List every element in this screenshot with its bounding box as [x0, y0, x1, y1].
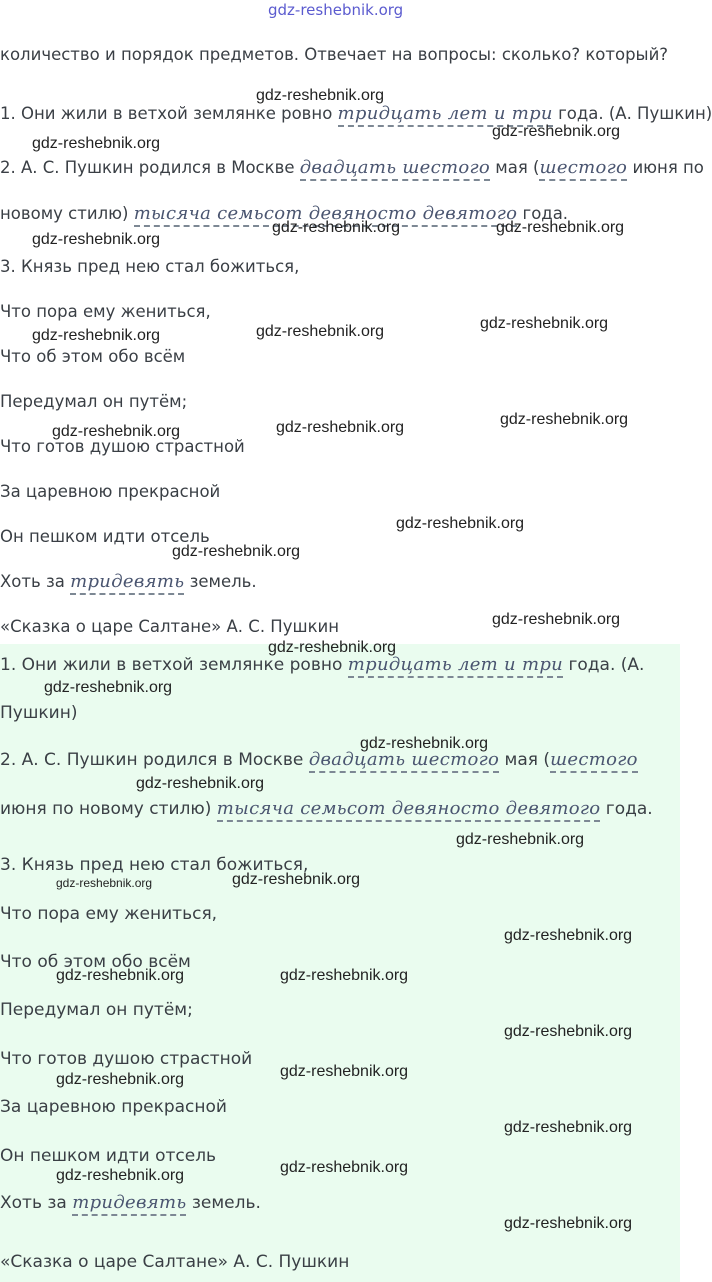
answer-poem-line: Он пешком идти отсель — [0, 1146, 217, 1166]
watermark: gdz-reshebnik.org — [56, 876, 153, 890]
text: года. — [517, 204, 569, 223]
text: земель. — [186, 1193, 261, 1213]
text: земель. — [184, 572, 257, 591]
answer-poem-source: «Сказка о царе Салтане» А. С. Пушкин — [0, 1252, 350, 1272]
answer-poem-line: Передумал он путём; — [0, 1000, 193, 1020]
answer-poem-line: Что пора ему жениться, — [0, 904, 218, 924]
numeral-handwritten: шестого — [539, 157, 627, 181]
watermark: gdz-reshebnik.org — [56, 1071, 185, 1088]
numeral-handwritten: шестого — [550, 749, 638, 773]
watermark: gdz-reshebnik.org — [232, 871, 361, 888]
numeral-handwritten: тридцать лет и три — [348, 654, 563, 678]
watermark: gdz-reshebnik.org — [504, 1119, 633, 1136]
answer-poem-line: 3. Князь пред нею стал божиться, — [0, 855, 309, 875]
sentence-2 — [0, 157, 704, 179]
poem-source: «Сказка о царе Салтане» А. С. Пушкин — [0, 617, 340, 636]
answer-poem-line: Что об этом обо всём — [0, 952, 191, 972]
watermark: gdz-reshebnik.org — [56, 1167, 185, 1184]
poem-last-line — [0, 571, 257, 593]
poem-line: Что об этом обо всём — [0, 347, 186, 366]
answer-sentence-1 — [0, 654, 644, 676]
answer-poem-last-line — [0, 1192, 261, 1214]
watermark: gdz-reshebnik.org — [500, 411, 629, 428]
watermark: gdz-reshebnik.org — [32, 135, 161, 152]
watermark: gdz-reshebnik.org — [32, 231, 161, 248]
watermark: gdz-reshebnik.org — [52, 423, 181, 440]
watermark: gdz-reshebnik.org — [56, 967, 185, 984]
watermark: gdz-reshebnik.org — [504, 1215, 633, 1232]
answer-sentence-2-cont — [0, 798, 653, 820]
numeral-handwritten: двадцать шестого — [300, 157, 490, 181]
watermark: gdz-reshebnik.org — [256, 87, 385, 104]
text: Хоть за — [0, 1193, 73, 1213]
watermark: gdz-reshebnik.org — [280, 967, 409, 984]
watermark: gdz-reshebnik.org — [492, 611, 621, 628]
poem-line: Он пешком идти отсель — [0, 527, 210, 546]
text: мая ( — [499, 750, 551, 770]
numeral-handwritten: тысяча семьсот девяносто девятого — [134, 203, 518, 227]
watermark: gdz-reshebnik.org — [496, 219, 625, 236]
text: 2. А. С. Пушкин родился в Москве — [0, 750, 309, 770]
text: Хоть за — [0, 572, 71, 591]
text: года. — [600, 799, 653, 819]
text: 1. Они жили в ветхой землянке ровно — [0, 104, 338, 123]
watermark: gdz-reshebnik.org — [280, 1159, 409, 1176]
answer-panel — [0, 644, 680, 1282]
text: 1. Они жили в ветхой землянке ровно — [0, 655, 348, 675]
poem-line: Что готов душою страстной — [0, 437, 245, 456]
poem-line: Что пора ему жениться, — [0, 302, 211, 321]
watermark: gdz-reshebnik.org — [256, 323, 385, 340]
watermark: gdz-reshebnik.org — [492, 123, 621, 140]
text: мая ( — [490, 158, 540, 177]
watermark: gdz-reshebnik.org — [272, 219, 401, 236]
answer-poem-line: Что готов душою страстной — [0, 1049, 253, 1069]
site-watermark-top: gdz-reshebnik.org — [268, 1, 404, 19]
watermark: gdz-reshebnik.org — [136, 775, 265, 792]
watermark: gdz-reshebnik.org — [276, 419, 405, 436]
watermark: gdz-reshebnik.org — [360, 735, 489, 752]
watermark: gdz-reshebnik.org — [268, 639, 397, 656]
numeral-handwritten: двадцать шестого — [309, 749, 499, 773]
watermark: gdz-reshebnik.org — [44, 679, 173, 696]
text: 2. А. С. Пушкин родился в Москве — [0, 158, 300, 177]
answer-sentence-1-cont: Пушкин) — [0, 703, 78, 723]
watermark: gdz-reshebnik.org — [504, 1023, 633, 1040]
text: года. (А. Пушкин) — [552, 104, 712, 123]
text: года. (А. — [563, 655, 645, 675]
numeral-handwritten: тысяча семьсот девяносто девятого — [217, 798, 601, 822]
poem-line: 3. Князь пред нею стал божиться, — [0, 257, 300, 276]
answer-poem-line: За царевною прекрасной — [0, 1097, 227, 1117]
watermark: gdz-reshebnik.org — [456, 831, 585, 848]
poem-line: За царевною прекрасной — [0, 482, 221, 501]
answer-sentence-2 — [0, 749, 638, 771]
text: новому стилю) — [0, 204, 134, 223]
numeral-handwritten: тридевять — [70, 571, 184, 595]
watermark: gdz-reshebnik.org — [396, 515, 525, 532]
numeral-handwritten: тридцать лет и три — [338, 103, 553, 127]
numeral-handwritten: тридевять — [72, 1192, 186, 1216]
text: июня по новому стилю) — [0, 799, 217, 819]
watermark: gdz-reshebnik.org — [480, 315, 609, 332]
watermark: gdz-reshebnik.org — [504, 927, 633, 944]
text: июня по — [627, 158, 704, 177]
intro-text: количество и порядок предметов. Отвечает на вопросы: сколько? который? — [0, 45, 669, 64]
watermark: gdz-reshebnik.org — [280, 1063, 409, 1080]
watermark: gdz-reshebnik.org — [32, 327, 161, 344]
watermark: gdz-reshebnik.org — [172, 543, 301, 560]
poem-line: Передумал он путём; — [0, 392, 188, 411]
sentence-1 — [0, 103, 712, 125]
